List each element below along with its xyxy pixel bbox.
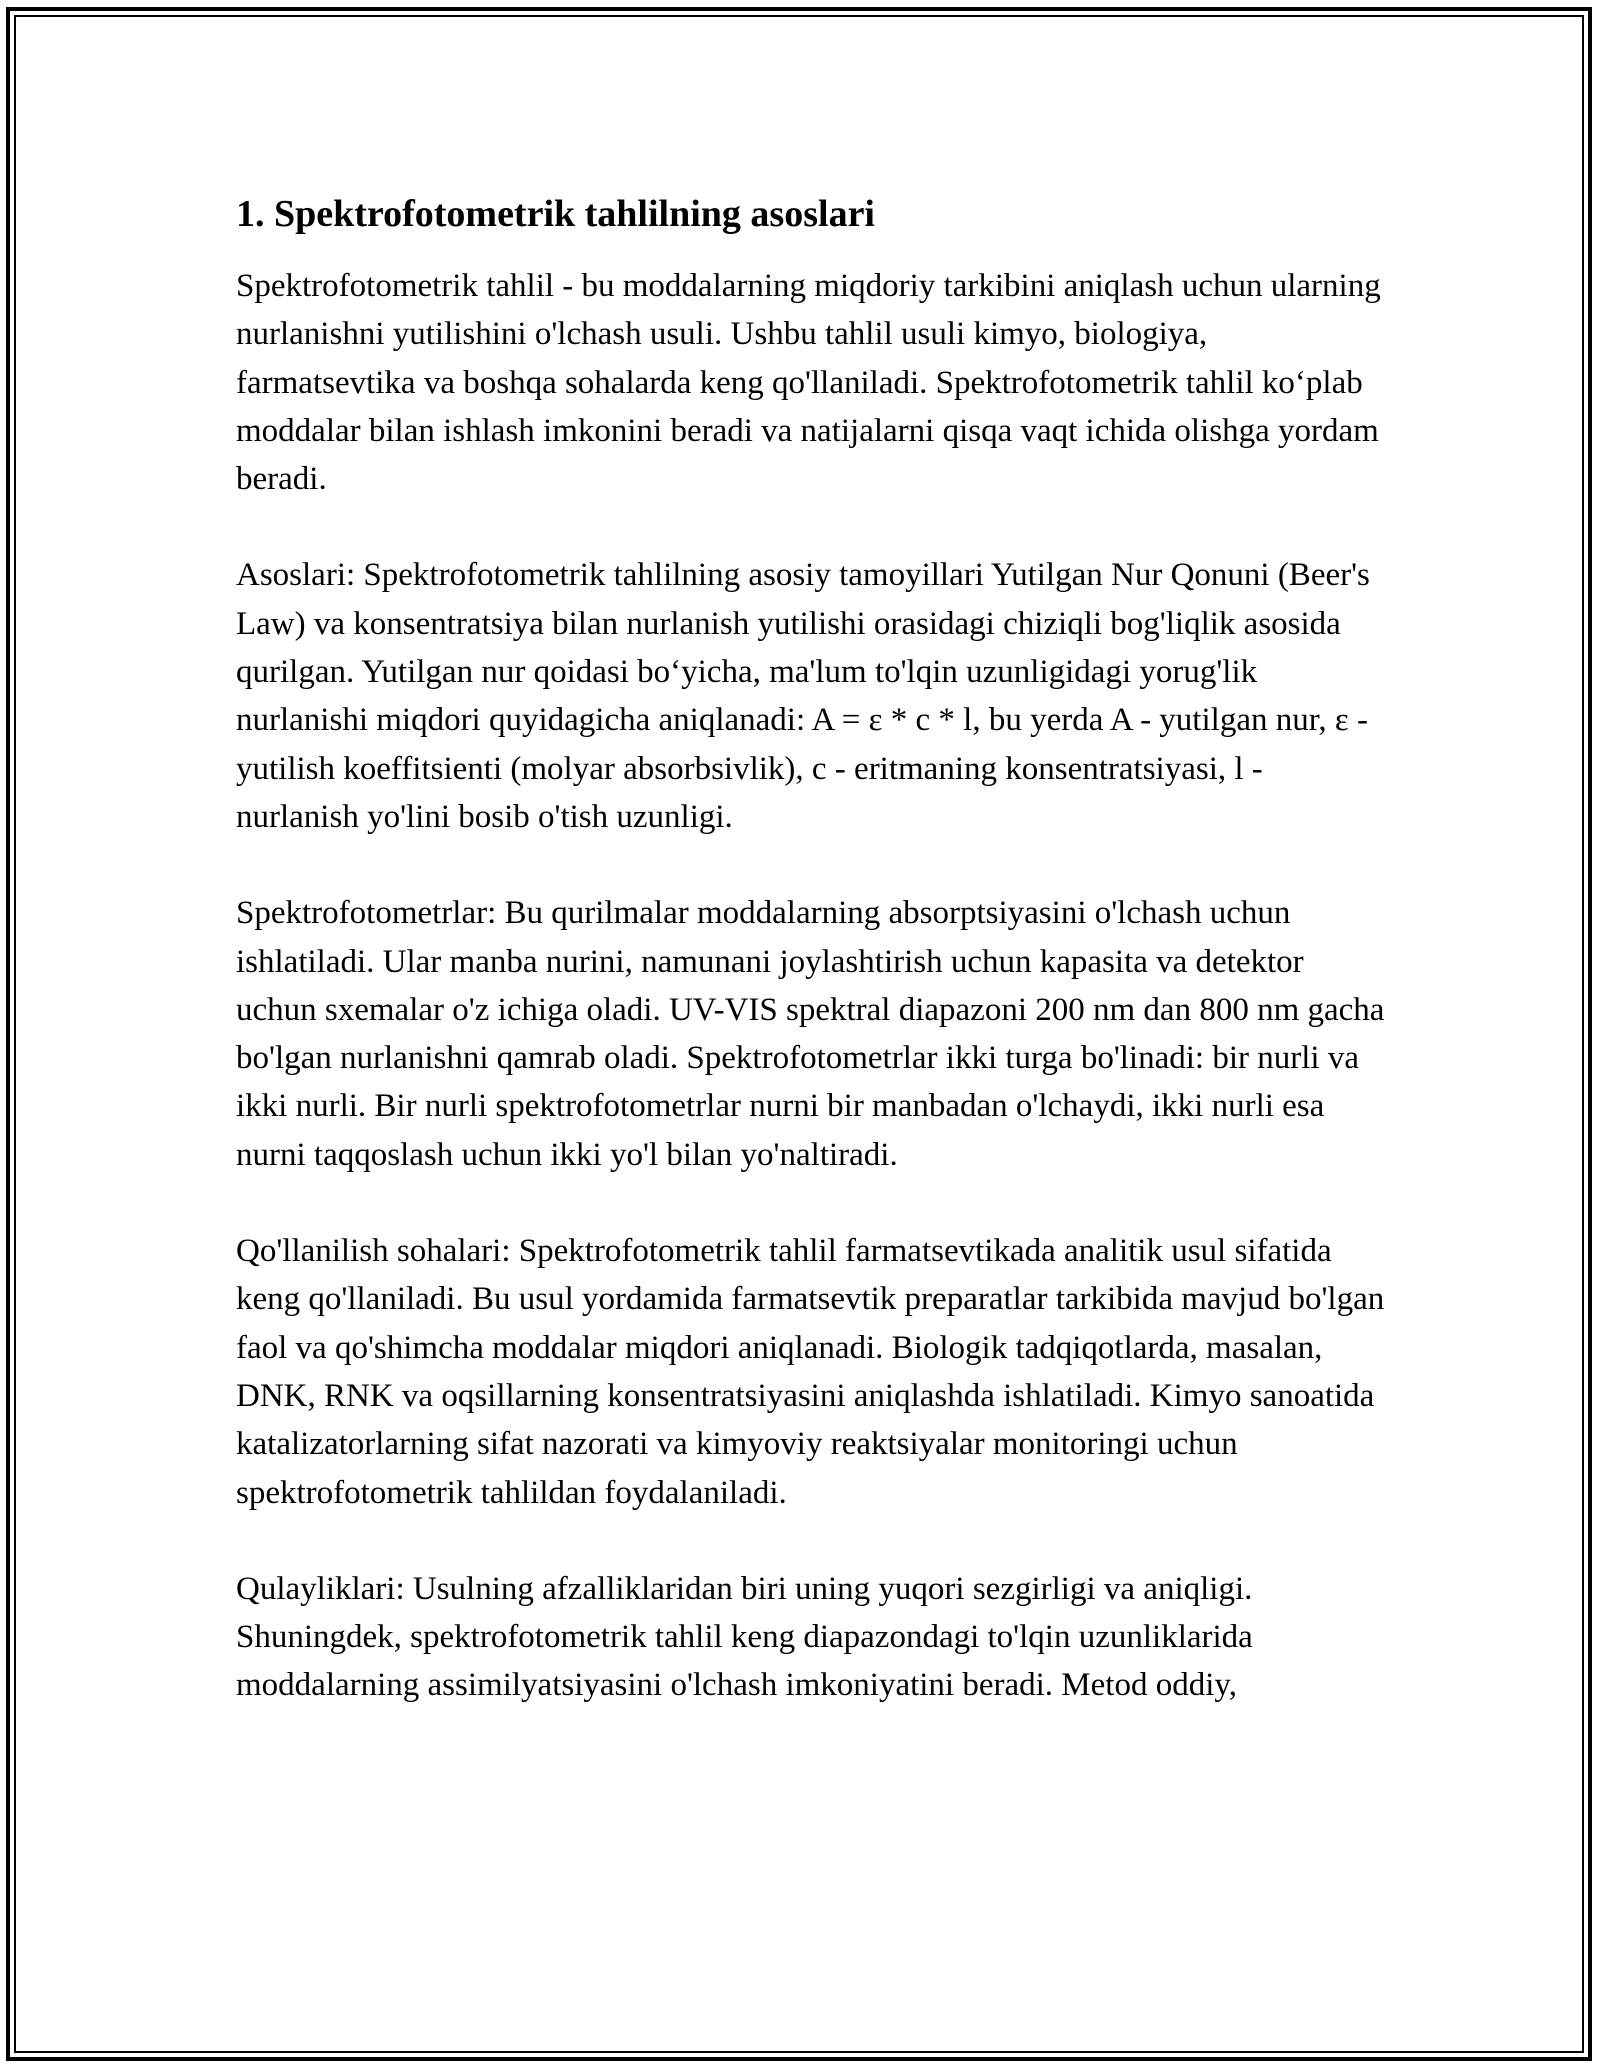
section-heading: 1. Spektrofotometrik tahlilning asoslari: [236, 193, 875, 235]
document-body: [236, 188, 1386, 1758]
paragraph-qulayliklari: Qulayliklari: Usulning afzalliklaridan biri uning yuqori sezgirligi va aniqligi. Shuningdek, spektrofotometrik tahlil keng diapazondagi to'lqin uzunliklarida moddalarning assimilyatsiyasini o'lchash imkoniyatini beradi. Metod oddiy,: [236, 1570, 1253, 1704]
paragraph-qollanilish-sohalari: Qo'llanilish sohalari: Spektrofotometrik tahlil farmatsevtikada analitik usul sifatida keng qo'llaniladi. Bu usul yordamida farmatsevtik preparatlar tarkibida mavjud bo'lgan faol va qo'shimcha moddalar miqdori aniqlanadi. Biologik tadqiqotlarda, masalan, DNK, RNK va oqsillarning konsentratsiyasini aniqlashda ishlatiladi. Kimyo sanoatida katalizatorlarning sifat nazorati va kimyoviy reaktsiyalar monitoringi uchun spektrofotometrik tahlildan foydalaniladi.: [236, 1233, 1385, 1511]
paragraph-intro: Spektrofotometrik tahlil - bu moddalarning miqdoriy tarkibini aniqlash uchun ularning nurlanishni yutilishini o'lchash usuli. Ushbu tahlil usuli kimyo, biologiya, farmatsevtika va boshqa sohalarda keng qo'llaniladi. Spektrofotometrik tahlil ko‘plab moddalar bilan ishlash imkonini beradi va natijalarni qisqa vaqt ichida olishga yordam beradi.: [236, 268, 1381, 498]
paragraph-asoslari: Asoslari: Spektrofotometrik tahlilning asosiy tamoyillari Yutilgan Nur Qonuni (Beer's Law) va konsentratsiya bilan nurlanish yutilishi orasidagi chiziqli bog'liqlik asosida qurilgan. Yutilgan nur qoidasi bo‘yicha, ma'lum to'lqin uzunligidagi yorug'lik nurlanishi miqdori quyidagicha aniqlanadi: A = ε * c * l, bu yerda A - yutilgan nur, ε - yutilish koeffitsienti (molyar absorbsivlik), c - eritmaning konsentratsiyasi, l - nurlanish yo'lini bosib o'tish uzunligi.: [236, 557, 1370, 835]
paragraph-spektrofotometrlar: Spektrofotometrlar: Bu qurilmalar moddalarning absorptsiyasini o'lchash uchun ishlatiladi. Ular manba nurini, namunani joylashtirish uchun kapasita va detektor uchun sxemalar o'z ichiga oladi. UV-VIS spektral diapazoni 200 nm dan 800 nm gacha bo'lgan nurlanishni qamrab oladi. Spektrofotometrlar ikki turga bo'linadi: bir nurli va ikki nurli. Bir nurli spektrofotometrlar nurni bir manbadan o'lchaydi, ikki nurli esa nurni taqqoslash uchun ikki yo'l bilan yo'naltiradi.: [236, 895, 1385, 1173]
